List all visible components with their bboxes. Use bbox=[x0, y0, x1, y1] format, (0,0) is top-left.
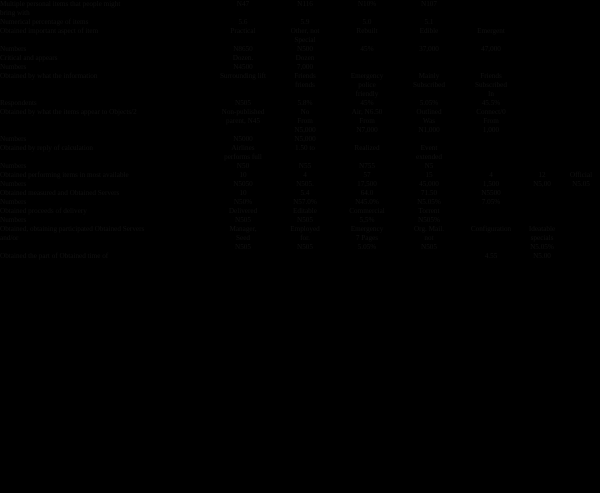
row-value bbox=[562, 144, 600, 162]
row-value: N5 bbox=[424, 162, 434, 170]
row-label: Obtained performing items in most available bbox=[0, 171, 129, 179]
row-value bbox=[460, 18, 522, 27]
row-value bbox=[562, 252, 600, 261]
table-row bbox=[0, 180, 600, 189]
row-value: 15 bbox=[425, 171, 433, 179]
row-value: N55 bbox=[298, 162, 312, 170]
row-value bbox=[562, 225, 600, 252]
row-value bbox=[562, 108, 600, 135]
row-value: 45% bbox=[360, 99, 374, 107]
row-value: N5,00 bbox=[533, 180, 551, 188]
table-row bbox=[0, 252, 600, 261]
table-row bbox=[0, 144, 600, 162]
row-value bbox=[562, 162, 600, 171]
row-value: No From N5,000 bbox=[294, 108, 316, 134]
row-value: 5.1 bbox=[424, 18, 434, 26]
row-value: N5.05 bbox=[572, 180, 590, 188]
row-value bbox=[522, 99, 562, 108]
row-value: 10 N50% bbox=[233, 189, 253, 206]
row-value: 45.5% bbox=[481, 99, 501, 107]
row-value bbox=[562, 99, 600, 108]
row-value: N5500 7.05% bbox=[481, 189, 501, 206]
row-value bbox=[522, 54, 562, 72]
row-value: Manager, Seed N505 bbox=[229, 225, 257, 251]
row-value: N47 bbox=[236, 0, 250, 8]
row-label: Numbers bbox=[0, 45, 27, 53]
row-value: N5.00 bbox=[533, 252, 551, 260]
row-value: N10% bbox=[357, 0, 377, 8]
row-value: Official bbox=[569, 171, 593, 179]
row-value: Dozen. N4500 bbox=[232, 54, 254, 71]
row-value: 5.4 N57.0% bbox=[293, 189, 317, 206]
row-label: Obtained the part of Obtained time of bbox=[0, 252, 109, 260]
row-label: Numerical percentage of items bbox=[0, 18, 89, 26]
row-value: 64.0 N45.0% bbox=[355, 189, 379, 206]
row-value bbox=[562, 54, 600, 72]
row-value: 12 bbox=[538, 171, 546, 179]
row-value: Air, N6.50 From N7,000 bbox=[351, 108, 383, 134]
row-value bbox=[522, 0, 562, 18]
row-value bbox=[212, 252, 274, 261]
row-label: Obtained proceeds of delivery Numbers bbox=[0, 207, 87, 224]
row-value: Dozen 7,000 bbox=[295, 54, 315, 71]
row-value bbox=[522, 207, 562, 225]
row-value: Mainly Subscribed bbox=[413, 72, 445, 89]
row-value: Edible bbox=[419, 27, 439, 35]
row-value: N5,000 bbox=[294, 135, 316, 143]
row-value: N107 bbox=[421, 0, 437, 8]
row-value bbox=[460, 0, 522, 18]
row-value: N505. bbox=[296, 180, 314, 188]
row-value bbox=[562, 189, 600, 207]
row-label: Obtained by what the information bbox=[0, 72, 98, 80]
table-row bbox=[0, 54, 600, 72]
row-value: Connect/0 From 1,000 bbox=[476, 108, 506, 134]
table-row bbox=[0, 189, 600, 207]
row-value bbox=[562, 135, 600, 144]
row-value: Ideatable specials N5.05% bbox=[528, 225, 556, 251]
row-value: 10 bbox=[239, 171, 247, 179]
row-value: N116 bbox=[297, 0, 313, 8]
row-value bbox=[336, 135, 398, 144]
row-value: Emergency 7 Pages 5.05% bbox=[350, 225, 384, 251]
row-value: Editable N505 bbox=[293, 207, 317, 224]
table-row bbox=[0, 45, 600, 54]
row-value bbox=[562, 27, 600, 45]
row-value bbox=[562, 45, 600, 54]
row-value: Other, not Special bbox=[290, 27, 320, 44]
row-value bbox=[336, 252, 398, 261]
row-value: Non-published parent, N45 bbox=[221, 108, 265, 125]
table-row bbox=[0, 162, 600, 171]
row-value: N5000 bbox=[233, 135, 253, 143]
table-row bbox=[0, 135, 600, 144]
row-value: Emergent bbox=[477, 27, 505, 35]
row-value: Torrent N505% bbox=[418, 207, 440, 224]
table-row bbox=[0, 171, 600, 180]
table-row bbox=[0, 225, 600, 252]
row-value: 5.6 bbox=[238, 18, 248, 26]
row-value bbox=[522, 144, 562, 162]
row-value: Surrounding lift bbox=[219, 72, 267, 80]
row-value bbox=[522, 72, 562, 99]
row-value bbox=[398, 54, 460, 72]
row-value bbox=[522, 189, 562, 207]
row-label: Obtained important aspect of item bbox=[0, 27, 99, 35]
row-value: 5.9 bbox=[300, 18, 310, 26]
row-value: Friends Subscribed In bbox=[475, 72, 507, 98]
row-value: 37,000 bbox=[419, 45, 439, 53]
row-value: N505 bbox=[235, 99, 251, 107]
row-value bbox=[522, 108, 562, 135]
row-label: Numbers bbox=[0, 135, 27, 143]
row-label: Obtained, obtaining participated Obtained Servers and/or bbox=[0, 225, 145, 242]
row-value bbox=[562, 72, 600, 99]
row-value: 4 bbox=[303, 171, 307, 179]
row-value: 5.05% bbox=[419, 99, 439, 107]
row-value: 71.50 N5.05% bbox=[417, 189, 441, 206]
table-row bbox=[0, 99, 600, 108]
row-value bbox=[522, 45, 562, 54]
row-value: Commercial 5,5% bbox=[349, 207, 385, 224]
row-value: Outlined Was N1,000 bbox=[416, 108, 442, 134]
row-value bbox=[460, 135, 522, 144]
row-value bbox=[562, 18, 600, 27]
row-value bbox=[522, 162, 562, 171]
row-value: Realized bbox=[354, 144, 380, 152]
row-value bbox=[460, 162, 522, 171]
row-value bbox=[460, 54, 522, 72]
row-value: 4 bbox=[489, 171, 493, 179]
row-value: N8650 bbox=[233, 45, 253, 53]
row-value bbox=[562, 207, 600, 225]
row-value: 45,000 bbox=[419, 180, 439, 188]
row-value bbox=[522, 27, 562, 45]
row-value bbox=[460, 207, 522, 225]
row-value: N755 bbox=[359, 162, 375, 170]
row-value: Configuration bbox=[470, 225, 512, 233]
row-value: 5.8% bbox=[297, 99, 313, 107]
row-value: N5050 bbox=[233, 180, 253, 188]
row-value: 1,500 bbox=[482, 180, 500, 188]
row-value: 17,500 bbox=[357, 180, 377, 188]
row-value bbox=[562, 0, 600, 18]
table-row bbox=[0, 18, 600, 27]
row-value: Friends friends bbox=[294, 72, 316, 89]
row-value: Event extended bbox=[416, 144, 442, 161]
row-label: Obtained measured and Obtained Servers Numbers bbox=[0, 189, 120, 206]
row-label: Numbers bbox=[0, 180, 27, 188]
table-row bbox=[0, 72, 600, 99]
row-label: Obtained by what the items appear to Objects/2 bbox=[0, 108, 137, 116]
row-value: 57 bbox=[363, 171, 371, 179]
row-value: 5.0 bbox=[362, 18, 372, 26]
row-value: N500 bbox=[297, 45, 313, 53]
row-value bbox=[460, 144, 522, 162]
row-value bbox=[522, 18, 562, 27]
row-value: Org. Mail. not N505 bbox=[413, 225, 444, 251]
row-label: Respondents bbox=[0, 99, 37, 107]
row-value: Emergency police friendly bbox=[350, 72, 384, 98]
row-value: N50 bbox=[236, 162, 250, 170]
row-value bbox=[398, 135, 460, 144]
table-row bbox=[0, 27, 600, 45]
table-row bbox=[0, 207, 600, 225]
row-value bbox=[398, 252, 460, 261]
row-value: Airlines performs full bbox=[224, 144, 262, 161]
row-value bbox=[522, 135, 562, 144]
row-value: 45% bbox=[360, 45, 374, 53]
row-label: Multiple personal items that people might bring with bbox=[0, 0, 121, 17]
row-value: Employed for. N505 bbox=[290, 225, 320, 251]
row-label: Obtained by reply of calculation bbox=[0, 144, 94, 152]
row-value: Practical bbox=[230, 27, 256, 35]
table-row bbox=[0, 0, 600, 18]
row-value: 47,000 bbox=[481, 45, 501, 53]
row-label: Critical and appears Numbers bbox=[0, 54, 58, 71]
row-value bbox=[274, 252, 336, 261]
row-label: Numbers bbox=[0, 162, 27, 170]
row-value: 4.55 bbox=[484, 252, 498, 260]
table-row bbox=[0, 108, 600, 135]
row-value bbox=[336, 54, 398, 72]
row-value: Delivered N505 bbox=[228, 207, 258, 224]
row-value: Rebuilt bbox=[356, 27, 378, 35]
row-value: 1.50 to bbox=[295, 144, 315, 152]
